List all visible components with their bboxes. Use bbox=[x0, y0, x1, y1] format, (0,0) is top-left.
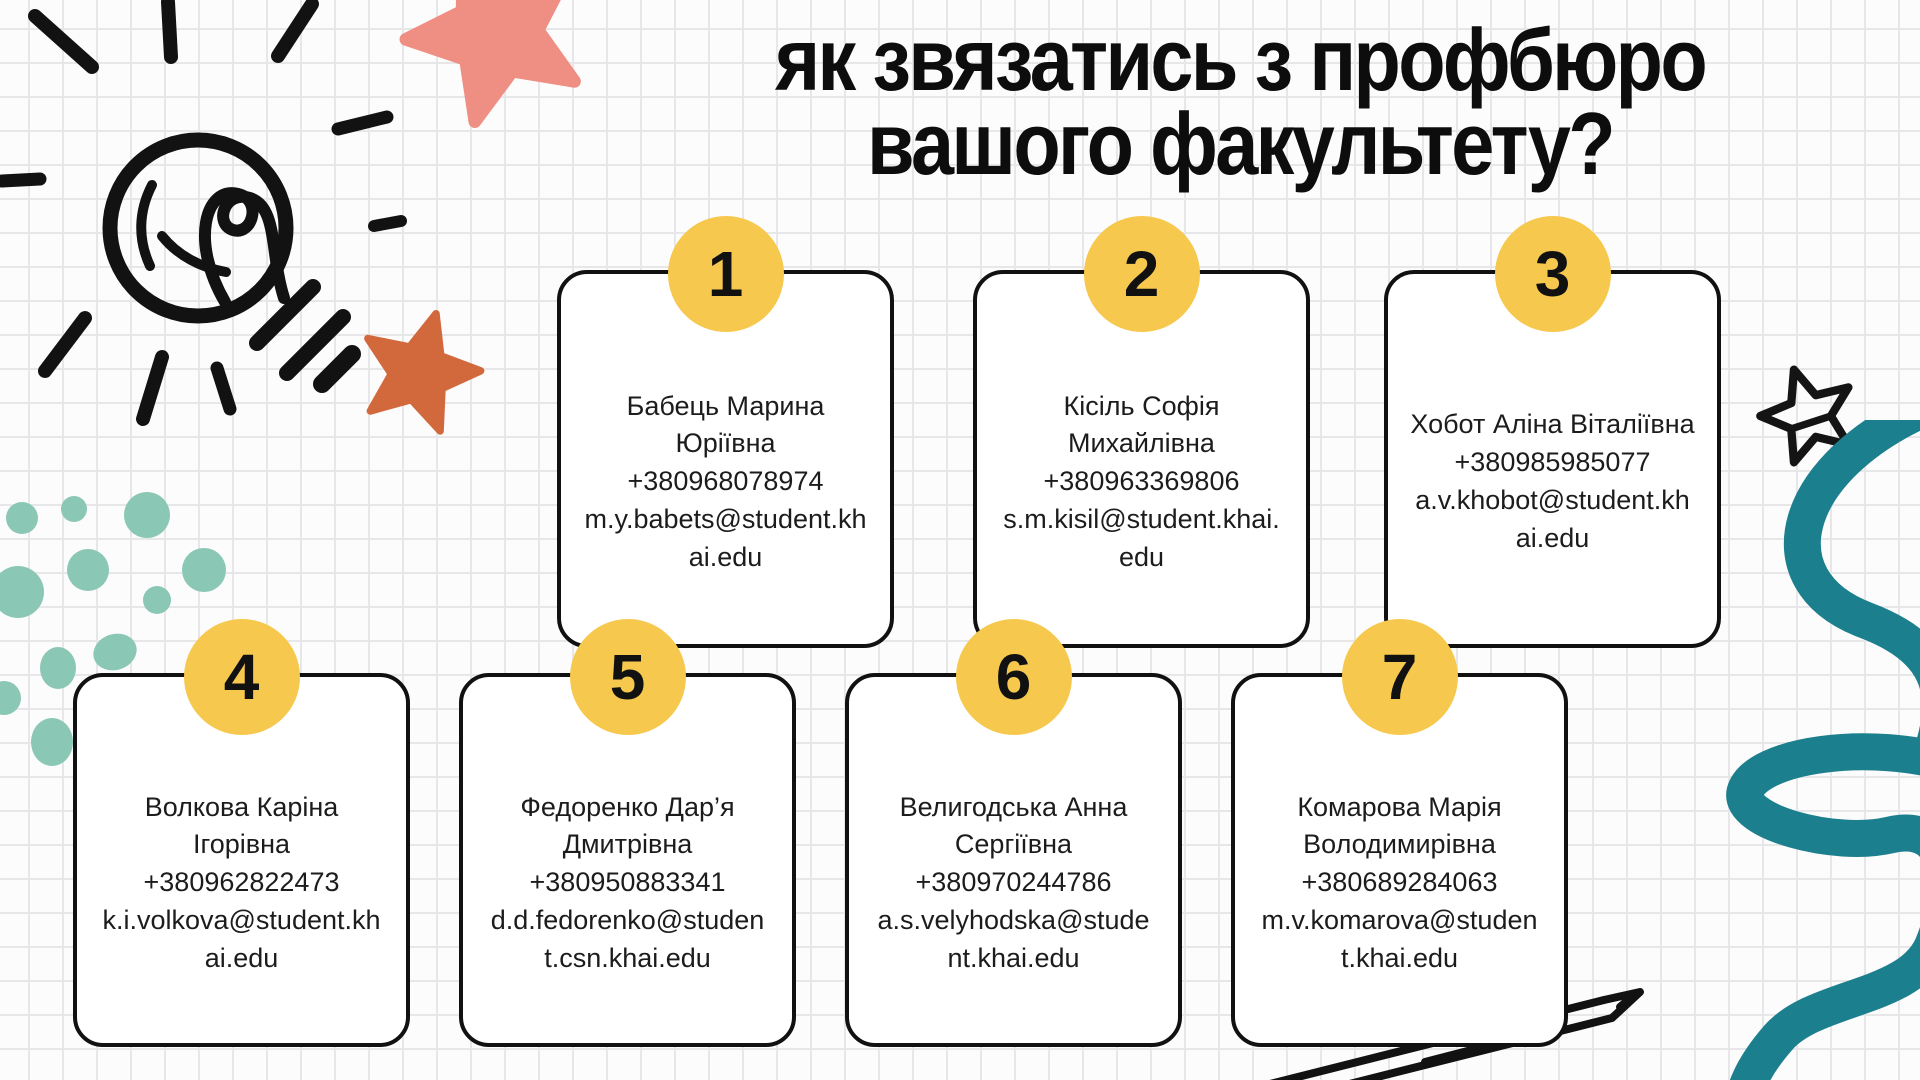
contact-phone: +380950883341 bbox=[529, 867, 726, 898]
contact-details bbox=[485, 789, 770, 978]
contact-name: Велигодська Анна Сергіївна bbox=[899, 791, 1128, 860]
page-title bbox=[712, 10, 1768, 194]
page-title-line2: вашого факультету? bbox=[867, 94, 1613, 194]
contact-email: a.s.velyhodska@student.khai.edu bbox=[877, 904, 1150, 973]
contact-phone: +380962822473 bbox=[143, 867, 340, 898]
number-badge: 6 bbox=[956, 619, 1072, 735]
contact-details bbox=[583, 388, 868, 577]
contact-phone: +380963369806 bbox=[1043, 466, 1240, 497]
contact-details bbox=[871, 789, 1156, 978]
contact-phone: +380689284063 bbox=[1301, 867, 1498, 898]
contact-card-3 bbox=[1384, 238, 1721, 648]
number-badge: 2 bbox=[1084, 216, 1200, 332]
contact-name: Хобот Аліна Віталіївна bbox=[1410, 409, 1695, 440]
contact-card-5 bbox=[459, 641, 796, 1047]
contact-name: Кісіль Софія Михайлівна bbox=[1063, 390, 1220, 459]
page-title-line1: як звязатись з профбюро bbox=[775, 10, 1705, 109]
contact-card-4 bbox=[73, 641, 410, 1047]
contact-name: Бабець Марина Юріївна bbox=[626, 390, 825, 459]
contact-email: m.y.babets@student.khai.edu bbox=[584, 503, 867, 572]
contact-card-2 bbox=[973, 238, 1310, 648]
contact-phone: +380970244786 bbox=[915, 867, 1112, 898]
black-sketch-star-icon bbox=[1753, 360, 1865, 472]
pink-star-icon bbox=[392, 0, 602, 138]
contact-email: a.v.khobot@student.khai.edu bbox=[1415, 485, 1690, 553]
contact-name: Федоренко Дар’я Дмитрівна bbox=[520, 791, 735, 860]
contact-details bbox=[99, 789, 384, 978]
contact-name: Волкова Каріна Ігорівна bbox=[144, 791, 339, 860]
contact-card-7 bbox=[1231, 641, 1568, 1047]
contact-card-6 bbox=[845, 641, 1182, 1047]
number-badge: 1 bbox=[668, 216, 784, 332]
contact-details bbox=[999, 388, 1284, 577]
contact-email: k.i.volkova@student.khai.edu bbox=[102, 904, 381, 973]
orange-star-icon bbox=[348, 302, 490, 444]
number-badge: 5 bbox=[570, 619, 686, 735]
lightbulb-doodle-icon bbox=[0, 0, 440, 440]
number-badge: 4 bbox=[184, 619, 300, 735]
contact-email: s.m.kisil@student.khai.edu bbox=[1003, 503, 1280, 572]
contact-phone: +380968078974 bbox=[627, 466, 824, 497]
contact-card-1 bbox=[557, 238, 894, 648]
number-badge: 7 bbox=[1342, 619, 1458, 735]
number-badge: 3 bbox=[1495, 216, 1611, 332]
contact-name: Комарова Марія Володимирівна bbox=[1297, 791, 1502, 860]
contact-details bbox=[1257, 789, 1542, 978]
contact-details bbox=[1410, 406, 1695, 557]
contact-phone: +380985985077 bbox=[1454, 447, 1651, 478]
contact-email: m.v.komarova@student.khai.edu bbox=[1261, 904, 1538, 973]
contact-email: d.d.fedorenko@student.csn.khai.edu bbox=[490, 904, 765, 973]
